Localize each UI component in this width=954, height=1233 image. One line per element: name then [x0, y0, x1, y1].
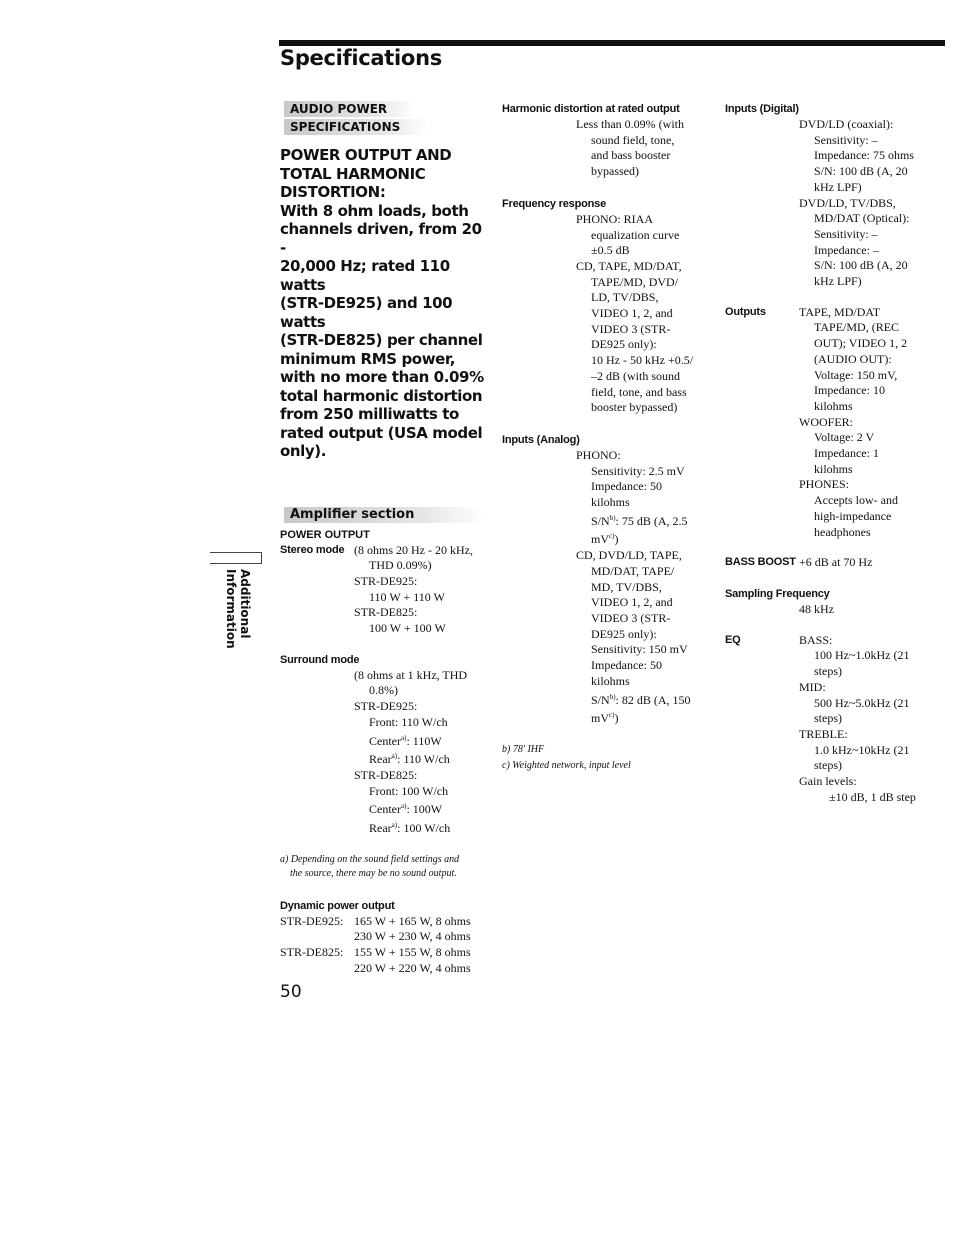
- spec-line: Front: 110 W/ch: [369, 714, 448, 729]
- footnote-ref: a): [391, 821, 398, 830]
- spec-text: S/N: [591, 692, 610, 707]
- dynamic-value: 220 W + 220 W, 4 ohms: [354, 960, 471, 975]
- spec-line: Front: 100 W/ch: [369, 783, 449, 798]
- spec-line: S/N: 100 dB (A, 20: [814, 164, 908, 179]
- spec-line: (8 ohms 20 Hz - 20 kHz,: [354, 542, 473, 557]
- spec-line: [280, 818, 490, 837]
- spec-line: WOOFER:: [799, 414, 853, 429]
- spec-line: TAPE, MD/DAT: [799, 304, 881, 319]
- spec-text: : 110 W/ch: [397, 752, 450, 767]
- sampling-frequency-heading: Sampling Frequency: [725, 587, 830, 600]
- column-1: [280, 100, 490, 977]
- audio-power-heading: [284, 100, 490, 136]
- spec-line: kHz LPF): [814, 179, 862, 194]
- power-output-heading: [280, 146, 490, 202]
- footnote-line: a) Depending on the sound field settings and: [280, 853, 460, 865]
- spec-line: headphones: [814, 524, 871, 539]
- dynamic-value: 155 W + 155 W, 8 ohms: [354, 945, 471, 960]
- spec-text: Center: [369, 802, 401, 817]
- spec-line: Impedance: –: [814, 242, 879, 257]
- spec-line: STR-DE825:: [354, 767, 418, 782]
- eq-row: [725, 633, 950, 649]
- spec-line: steps): [814, 664, 842, 679]
- spec-line: [280, 731, 490, 750]
- spec-line: LD, TV/DBS,: [591, 290, 659, 305]
- footnote-ref: c): [609, 532, 615, 541]
- amplifier-section-heading-wrap: [284, 505, 490, 523]
- heading-line: TOTAL HARMONIC: [280, 164, 426, 183]
- statement-line: 20,000 Hz; rated 110 watts: [280, 257, 450, 294]
- spec-line: PHONO:: [576, 447, 621, 462]
- spec-line: kilohms: [591, 673, 630, 688]
- footnote-ref: b): [609, 513, 616, 522]
- spec-line: CD, DVD/LD, TAPE,: [576, 548, 682, 563]
- spec-line: ±10 dB, 1 dB step: [829, 789, 916, 804]
- statement-line: (STR-DE925) and 100 watts: [280, 294, 453, 331]
- statement-line: only).: [280, 442, 327, 460]
- spec-text: mV: [591, 711, 609, 726]
- spec-line: steps): [814, 758, 842, 773]
- power-output-subheading: POWER OUTPUT: [280, 528, 370, 541]
- footnote-b: b) 78' IHF: [502, 743, 545, 755]
- spec-text: ): [614, 711, 619, 726]
- heading-line: DISTORTION:: [280, 183, 386, 201]
- spec-text: : 100 W/ch: [397, 821, 451, 836]
- spec-line: [502, 690, 717, 709]
- column-2: [502, 100, 717, 773]
- spec-line: MID:: [799, 679, 826, 694]
- sampling-frequency-value: 48 kHz: [799, 601, 834, 616]
- spec-line: DE925 only):: [591, 337, 657, 352]
- footnote-ref: a): [401, 802, 407, 811]
- spec-line: [280, 749, 490, 768]
- spec-line: [280, 799, 490, 818]
- spec-line: PHONO: RIAA: [576, 211, 654, 226]
- inputs-digital-heading: Inputs (Digital): [725, 103, 799, 115]
- footnote-ref: c): [609, 711, 615, 720]
- spec-text: Rear: [369, 752, 392, 767]
- dynamic-row: [280, 914, 490, 930]
- spec-line: Sensitivity: 2.5 mV: [591, 463, 685, 478]
- spec-line: MD, TV/DBS,: [591, 579, 662, 594]
- statement-line: from 250 milliwatts to: [280, 405, 459, 423]
- dynamic-row: [280, 929, 490, 945]
- stereo-mode-row: [280, 543, 490, 559]
- spec-line: kilohms: [814, 398, 853, 413]
- spec-line: Voltage: 2 V: [814, 430, 875, 445]
- amplifier-section-heading: Amplifier section: [284, 507, 484, 523]
- spec-line: (AUDIO OUT):: [814, 351, 892, 366]
- spec-line: PHONES:: [799, 477, 850, 492]
- spec-line: ±0.5 dB: [591, 243, 630, 258]
- heading-line: POWER OUTPUT AND: [280, 146, 452, 164]
- spec-line: Impedance: 1: [814, 446, 879, 461]
- spec-line: 110 W + 110 W: [369, 589, 445, 604]
- footnote-ref: a): [391, 752, 398, 761]
- model-label: [280, 961, 354, 977]
- spec-line: 1.0 kHz~10kHz (21: [814, 742, 910, 757]
- spec-line: DE925 only):: [591, 626, 657, 641]
- spec-line: [502, 529, 717, 548]
- spec-line: kHz LPF): [814, 274, 862, 289]
- footnote-ref: a): [401, 733, 407, 742]
- surround-mode-label: Surround mode: [280, 653, 360, 666]
- statement-line: (STR-DE825) per channel: [280, 331, 483, 349]
- spec-text: : 110W: [406, 733, 442, 748]
- audio-power-heading-line: SPECIFICATIONS: [284, 119, 428, 135]
- spec-line: CD, TAPE, MD/DAT,: [576, 258, 682, 273]
- spec-text: Center: [369, 733, 401, 748]
- spec-line: VIDEO 1, 2, and: [591, 595, 673, 610]
- outputs-label: Outputs: [725, 305, 766, 318]
- spec-line: 0.8%): [369, 683, 398, 698]
- spec-text: S/N: [591, 513, 610, 528]
- spec-line: bypassed): [591, 164, 639, 179]
- dynamic-row: [280, 961, 490, 977]
- page-title: Specifications: [280, 46, 442, 70]
- power-output-statement: [280, 202, 490, 461]
- spec-line: Less than 0.09% (with: [576, 117, 684, 131]
- dynamic-value: 230 W + 230 W, 4 ohms: [354, 929, 471, 944]
- spec-line: high-impedance: [814, 508, 892, 523]
- spec-line: 500 Hz~5.0kHz (21: [814, 695, 910, 710]
- bass-boost-label: BASS BOOST: [725, 556, 796, 569]
- spec-line: 10 Hz - 50 kHz +0.5/: [591, 353, 694, 368]
- spec-line: (8 ohms at 1 kHz, THD: [354, 667, 468, 682]
- spec-line: Sensitivity: –: [814, 226, 878, 241]
- spec-line: Impedance: 75 ohms: [814, 148, 914, 163]
- footnote-c: c) Weighted network, input level: [502, 759, 631, 771]
- spec-line: Voltage: 150 mV,: [814, 367, 898, 382]
- spec-line: TREBLE:: [799, 726, 848, 741]
- bass-boost-row: [725, 555, 950, 571]
- page-number: 50: [280, 982, 302, 1002]
- spec-line: MD/DAT, TAPE/: [591, 563, 675, 578]
- spec-line: BASS:: [799, 632, 833, 647]
- spec-line: Impedance: 50: [591, 658, 662, 673]
- spec-line: VIDEO 1, 2, and: [591, 306, 673, 321]
- spec-line: STR-DE825:: [354, 605, 418, 620]
- spec-line: equalization curve: [591, 227, 680, 242]
- spec-line: DVD/LD (coaxial):: [799, 117, 894, 131]
- spec-line: VIDEO 3 (STR-: [591, 610, 671, 625]
- footnote-line: the source, there may be no sound output.: [290, 867, 457, 879]
- spec-line: and bass booster: [591, 148, 671, 163]
- model-label: [280, 929, 354, 945]
- inputs-analog-heading: Inputs (Analog): [502, 433, 580, 446]
- dynamic-value: 165 W + 165 W, 8 ohms: [354, 913, 471, 928]
- spec-line: TAPE/MD, (REC: [814, 320, 900, 335]
- eq-label: EQ: [725, 633, 741, 646]
- stereo-mode-label: Stereo mode: [280, 543, 345, 556]
- model-label: STR-DE925:: [280, 913, 344, 928]
- spec-line: Impedance: 10: [814, 383, 885, 398]
- spec-line: [502, 708, 717, 727]
- footnote-a: [280, 853, 490, 881]
- statement-line: with no more than 0.09%: [280, 368, 484, 386]
- spec-text: ): [614, 532, 619, 547]
- spec-line: STR-DE925:: [354, 699, 418, 714]
- outputs-row: [725, 305, 950, 321]
- spec-line: sound field, tone,: [591, 132, 675, 147]
- statement-line: channels driven, from 20 -: [280, 220, 482, 257]
- spec-line: [502, 511, 717, 530]
- column-3: [725, 100, 950, 805]
- audio-power-heading-line: AUDIO POWER: [284, 101, 415, 117]
- spec-text: : 82 dB (A, 150: [615, 692, 691, 707]
- spec-line: 100 W + 100 W: [369, 621, 446, 636]
- spec-line: VIDEO 3 (STR-: [591, 321, 671, 336]
- dynamic-power-heading: Dynamic power output: [280, 899, 395, 912]
- sidebar-section-label: Additional Information: [224, 569, 252, 649]
- harmonic-distortion-heading: Harmonic distortion at rated output: [502, 103, 680, 115]
- spec-line: kilohms: [591, 495, 630, 510]
- spec-line: booster bypassed): [591, 400, 678, 415]
- spec-line: OUT); VIDEO 1, 2: [814, 336, 908, 351]
- spec-line: field, tone, and bass: [591, 384, 687, 399]
- spec-line: Sensitivity: –: [814, 132, 878, 147]
- spec-text: : 100W: [406, 802, 443, 817]
- spec-text: : 75 dB (A, 2.5: [615, 513, 688, 528]
- spec-line: 100 Hz~1.0kHz (21: [814, 648, 910, 663]
- statement-line: With 8 ohm loads, both: [280, 201, 469, 220]
- spec-line: S/N: 100 dB (A, 20: [814, 258, 908, 273]
- spec-line: Accepts low- and: [814, 493, 898, 508]
- spec-line: Impedance: 50: [591, 479, 662, 494]
- statement-line: minimum RMS power,: [280, 349, 456, 368]
- statement-line: total harmonic distortion: [280, 386, 483, 405]
- statement-line: rated output (USA model: [280, 423, 483, 442]
- spec-line: THD 0.09%): [369, 558, 432, 573]
- spec-line: DVD/LD, TV/DBS,: [799, 195, 896, 210]
- spec-line: –2 dB (with sound: [591, 368, 681, 383]
- sidebar-tab-marker: [210, 552, 262, 564]
- spec-line: Sensitivity: 150 mV: [591, 642, 688, 657]
- spec-line: steps): [814, 711, 842, 726]
- footnote-ref: b): [609, 692, 616, 701]
- spec-line: kilohms: [814, 461, 853, 476]
- spec-text: mV: [591, 532, 609, 547]
- spec-line: TAPE/MD, DVD/: [591, 274, 679, 289]
- spec-line: Gain levels:: [799, 774, 857, 789]
- dynamic-row: [280, 945, 490, 961]
- model-label: STR-DE825:: [280, 945, 344, 960]
- bass-boost-value: +6 dB at 70 Hz: [799, 555, 873, 570]
- frequency-response-heading: Frequency response: [502, 197, 606, 210]
- spec-line: STR-DE925:: [354, 573, 418, 588]
- spec-line: MD/DAT (Optical):: [814, 211, 910, 226]
- spec-text: Rear: [369, 821, 392, 836]
